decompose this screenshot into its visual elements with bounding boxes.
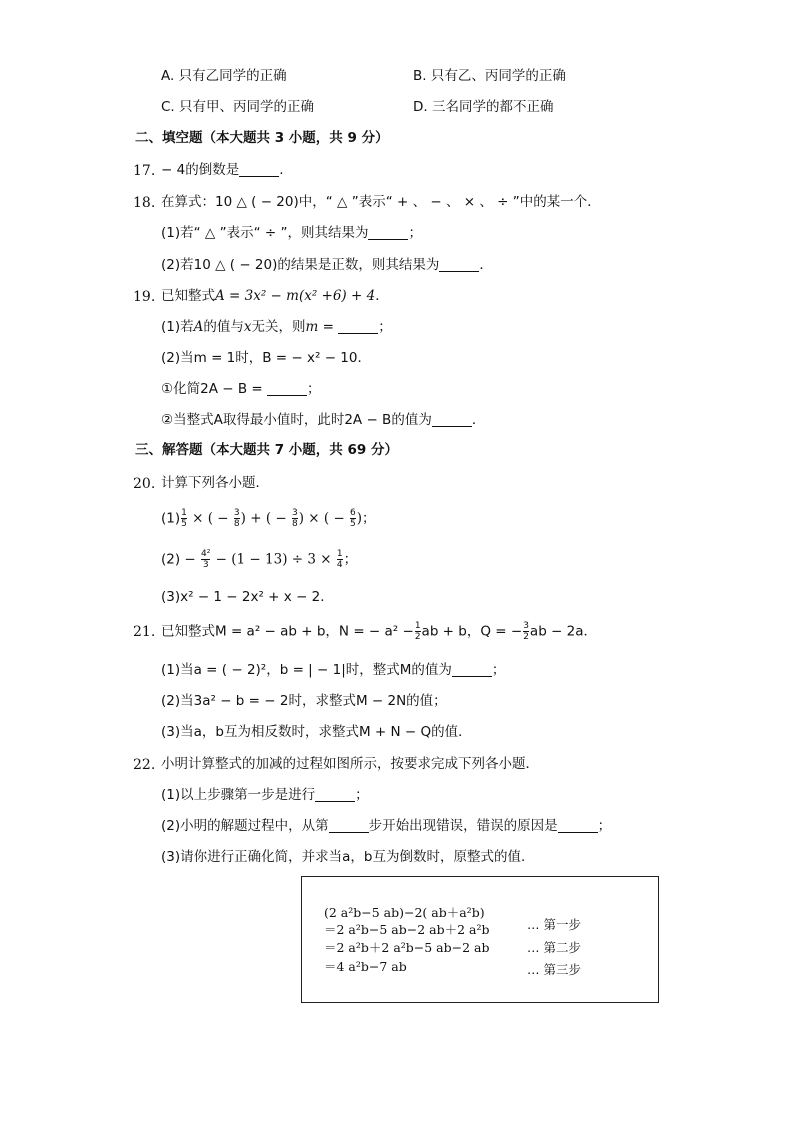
q22-part2-mid: 步开始出现错误，错误的原因是 bbox=[368, 818, 558, 834]
q21-stem-post: ab − 2a． bbox=[529, 623, 598, 640]
option-b: B. 只有乙、丙同学的正确 bbox=[413, 68, 566, 84]
q17-text-pre: − 4的倒数是 bbox=[161, 162, 240, 178]
option-a: A. 只有乙同学的正确 bbox=[161, 68, 287, 84]
q21-part2: (2)当3a² − b = − 2时，求整式M − 2N的值； bbox=[161, 693, 447, 709]
q21-part1-text: (1)当a = ( − 2)²，b = | − 1|时，整式M的值为 bbox=[161, 662, 452, 678]
working-row-2: ＝2 a²b＋2 a²b−5 ab−2 ab bbox=[324, 940, 490, 955]
q22-part1-text: (1)以上步骤第一步是进行 bbox=[161, 787, 316, 803]
q19-part2b bbox=[161, 410, 485, 430]
q19-stem-post: ． bbox=[375, 288, 389, 304]
q17-blank bbox=[239, 162, 279, 177]
q19-part2b-blank bbox=[432, 412, 472, 427]
q22-part2-end: ； bbox=[597, 818, 612, 834]
q22-part2-blank1 bbox=[329, 818, 369, 833]
q19-part1-blank bbox=[338, 319, 378, 334]
working-row-1: ＝2 a²b−5 ab−2 ab＋2 a²b bbox=[324, 922, 490, 937]
q19-part1-end: ； bbox=[378, 319, 392, 335]
q22-part2 bbox=[161, 816, 611, 836]
fraction-3-8-b: $\frac{3}{8}$ bbox=[291, 508, 298, 529]
q20-stem: 计算下列各小题． bbox=[161, 475, 269, 491]
q19-stem-pre: 已知整式 bbox=[161, 288, 215, 304]
q22-stem: 小明计算整式的加减的过程如图所示，按要求完成下列各小题． bbox=[161, 756, 539, 772]
q19-part2b-end: ． bbox=[471, 412, 486, 428]
q21-stem-mid: ab + b，Q = − bbox=[421, 623, 523, 640]
q22-part1-blank bbox=[315, 787, 355, 802]
q19-part1-mid: 的值与 bbox=[203, 319, 244, 335]
q20-part2: (2) − $\frac{\text{4²}}{3}$ − (1 − 13) ÷ 3 × $\frac{1}{4}$ ； bbox=[161, 549, 358, 570]
section-3-title: 三、解答题（本大题共 7 小题，共 69 分） bbox=[135, 442, 398, 458]
q19-part2a bbox=[161, 379, 320, 399]
q19-part2a-end: ； bbox=[306, 381, 321, 397]
q18-part2-text: (2)若10 △ ( − 20)的结果是正数，则其结果为 bbox=[161, 257, 440, 273]
q22-part3: (3)请你进行正确化简，并求当a，b互为倒数时，原整式的值． bbox=[161, 849, 535, 865]
working-row-3: ＝4 a²b−7 ab bbox=[324, 959, 407, 974]
fraction-6-5: $\frac{6}{5}$ bbox=[350, 508, 356, 529]
fraction-1-2: $\frac{1}{2}$ bbox=[414, 621, 421, 642]
q21-part3: (3)当a，b互为相反数时，求整式M + N − Q的值． bbox=[161, 724, 472, 740]
q20-part2-label: (2) bbox=[161, 551, 181, 568]
fraction-3-8: $\frac{3}{8}$ bbox=[233, 508, 240, 529]
q22-number: 22. bbox=[133, 757, 156, 773]
q17-text-post: . bbox=[279, 162, 284, 178]
q21-part1-blank bbox=[452, 662, 492, 677]
q18-stem: 在算式：10 △ ( − 20)中，“ △ ”表示“ + 、 − 、 × 、 ÷ ”中的某一个． bbox=[161, 194, 601, 210]
q22-part1-end: ； bbox=[355, 787, 369, 803]
q19-part1-pre: (1)若 bbox=[161, 319, 194, 335]
q21-number: 21. bbox=[133, 624, 156, 640]
fraction-1-4: $\frac{1}{4}$ bbox=[336, 549, 343, 570]
q18-part1-blank bbox=[368, 225, 408, 240]
option-c: C. 只有甲、丙同学的正确 bbox=[161, 99, 315, 115]
q22-part2-blank2 bbox=[558, 818, 598, 833]
q20-part1: (1) $\frac{1}{5}$ × ( − $\frac{3}{8}$ ) + ( − $\frac{3}{8}$ ) × ( − $\frac{6}{5}$ )； bbox=[161, 508, 376, 529]
q19-part1: (1)若A的值与x无关，则m = ； bbox=[161, 319, 392, 335]
fraction-4sq-3: $\frac{\text{4²}}{3}$ bbox=[201, 549, 211, 570]
q21-stem-pre: 已知整式M = a² − ab + b，N = − a² − bbox=[161, 623, 414, 640]
q20-number: 20. bbox=[133, 476, 156, 492]
q21-stem bbox=[161, 621, 597, 642]
q20-part3: (3)x² − 1 − 2x² + x − 2． bbox=[161, 589, 334, 605]
q19-stem-expr: A = 3x² − m(x² +6) + 4 bbox=[215, 288, 376, 304]
q19-part2a-blank bbox=[267, 381, 307, 396]
q19-number: 19. bbox=[133, 289, 156, 305]
q18-number: 18. bbox=[133, 195, 156, 211]
q18-part2 bbox=[161, 255, 493, 275]
q17-text bbox=[161, 160, 284, 180]
q21-part1 bbox=[161, 660, 505, 680]
q19-part2a-text: ①化简2A − B = bbox=[161, 381, 263, 397]
q20-part1-label: (1) bbox=[161, 510, 181, 527]
working-figure bbox=[301, 876, 659, 1003]
q19-part1-mid2: 无关，则 bbox=[251, 319, 306, 335]
q17-number: 17. bbox=[133, 163, 156, 179]
q19-part2: (2)当m = 1时，B = − x² − 10． bbox=[161, 350, 371, 366]
q18-part1 bbox=[161, 223, 422, 243]
working-step-3: … 第三步 bbox=[527, 962, 581, 977]
q22-part2-text: (2)小明的解题过程中，从第 bbox=[161, 818, 329, 834]
working-row-0: (2 a²b−5 ab)−2( ab＋a²b) bbox=[324, 905, 485, 920]
working-step-2: … 第二步 bbox=[527, 940, 581, 955]
option-d: D. 三名同学的都不正确 bbox=[413, 99, 554, 115]
q18-part2-end: ． bbox=[479, 257, 493, 273]
q19-part2b-text: ②当整式A取得最小值时，此时2A − B的值为 bbox=[161, 412, 432, 428]
section-2-title: 二、填空题（本大题共 3 小题，共 9 分） bbox=[135, 130, 389, 146]
q18-part2-blank bbox=[439, 257, 479, 272]
q22-part1 bbox=[161, 785, 369, 805]
working-step-1: … 第一步 bbox=[527, 917, 581, 932]
q21-part1-end: ； bbox=[491, 662, 506, 678]
fraction-3-2: $\frac{3}{2}$ bbox=[523, 621, 529, 642]
q18-part1-text: (1)若“ △ ”表示“ ÷ ”，则其结果为 bbox=[161, 225, 369, 241]
fraction-1-5: $\frac{1}{5}$ bbox=[181, 508, 187, 529]
q19-stem bbox=[161, 286, 389, 306]
q18-part1-end: ； bbox=[408, 225, 422, 241]
